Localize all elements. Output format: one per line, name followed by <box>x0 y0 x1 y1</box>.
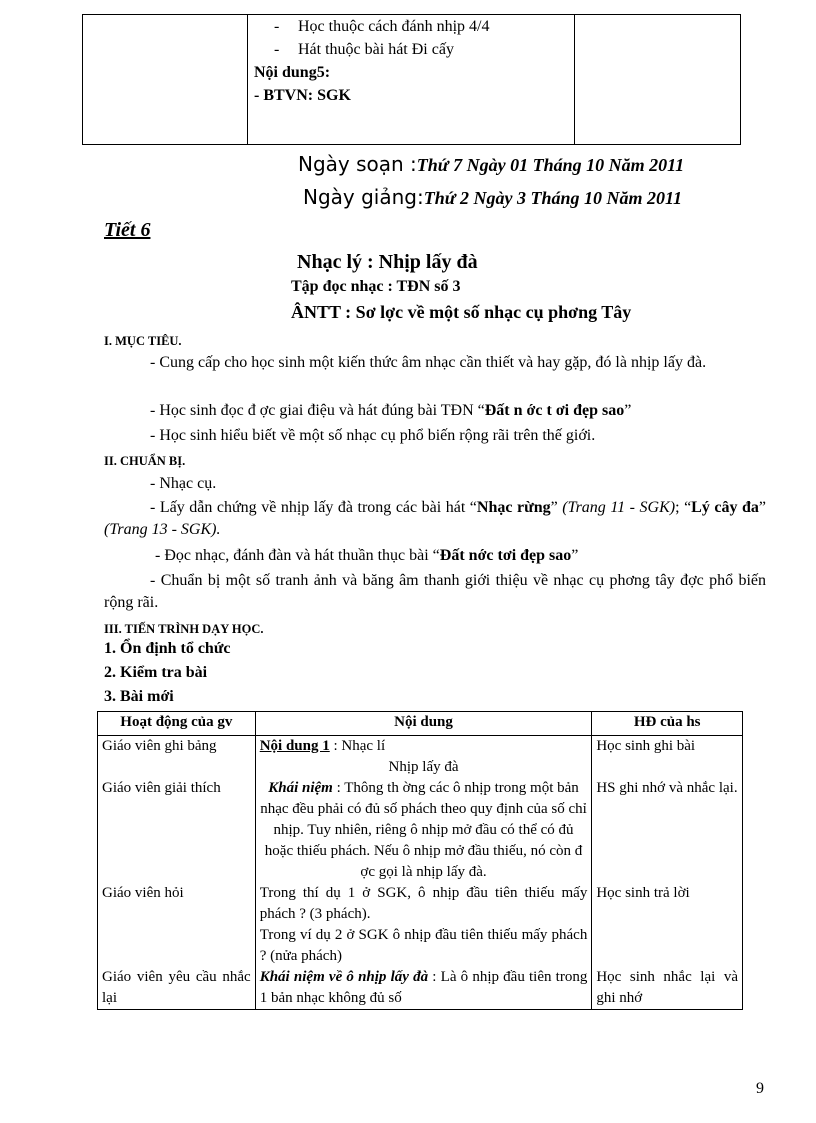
row3-content <box>255 883 592 967</box>
section-2-p2-song2: Lý cây đa <box>691 499 759 516</box>
teach-date-value: Thứ 2 Ngày 3 Tháng 10 Năm 2011 <box>423 188 683 208</box>
previous-lesson-table <box>82 14 741 145</box>
section-2-p2-mid3: ” <box>758 499 767 516</box>
top-item-1: - Học thuộc cách đánh nhịp 4/4 <box>254 15 574 38</box>
row3-teacher: Giáo viên hỏi <box>98 883 256 967</box>
prepare-date-label: Ngày soạn : <box>298 152 417 176</box>
table-header-row <box>98 712 743 736</box>
header-student: HĐ của hs <box>592 712 743 736</box>
page-number: 9 <box>756 1080 764 1097</box>
section-2-p3 <box>155 545 578 567</box>
table-row <box>98 883 743 967</box>
section-3-heading: III. TIẾN TRÌNH DẠY HỌC. <box>104 622 264 636</box>
prepare-date-line <box>298 152 684 176</box>
teach-date-line <box>303 185 682 209</box>
row4-content-text: : Là ô nhịp đầu tiên trong 1 bản nhạc không đủ số <box>259 969 588 1006</box>
lesson-subtitle: Tập đọc nhạc : TĐN số 3 <box>291 278 461 295</box>
lesson-title: Nhạc lý : Nhịp lấy đà <box>297 251 478 273</box>
lesson-activity-table <box>97 711 743 1010</box>
header-content: Nội dung <box>255 712 592 736</box>
section-2-p3-prefix: - Đọc nhạc, đánh đàn và hát thuần thục bài “ <box>155 547 440 564</box>
table-row <box>98 736 743 779</box>
row4-content <box>255 967 592 1010</box>
section-2-p2-mid2: ; “ <box>675 499 692 516</box>
section-1-p2-song: Đất n ớc t ơi đẹp sao <box>484 402 625 419</box>
section-2-p3-suffix: ” <box>571 547 579 564</box>
row2-content-text: : Thông th ờng các ô nhịp trong một bản nhạc đều phải có đủ số phách theo quy định của số chỉ nhịp. Tuy nhiên, riêng ô nhịp mở đầu có thể có đủ hoặc thiếu phách. Nếu ô nhịp mở đầu thiếu, nó còn đ ợc gọi là nhịp lấy đà. <box>260 780 587 880</box>
top-content-title: Nội dung5: <box>254 64 331 81</box>
row2-student: HS ghi nhớ và nhắc lại. <box>592 778 743 883</box>
table-row <box>98 778 743 883</box>
section-2-p2-mid1: ” <box>550 499 563 516</box>
section-2-p2 <box>104 497 766 541</box>
row1-teacher: Giáo viên ghi bảng <box>98 736 256 779</box>
prepare-date-value: Thứ 7 Ngày 01 Tháng 10 Năm 2011 <box>416 155 685 175</box>
row3-content-q1: Trong thí dụ 1 ở SGK, ô nhịp đầu tiên thiếu mấy phách ? (3 phách). <box>259 885 588 922</box>
row3-student: Học sinh trả lời <box>592 883 743 967</box>
section-1-p1: - Cung cấp cho học sinh một kiến thức âm nhạc cần thiết và hay gặp, đó là nhịp lấy đà. <box>150 354 707 371</box>
row1-student: Học sinh ghi bài <box>592 736 743 779</box>
section-2-p3-song: Đất nớc tơi đẹp sao <box>439 547 572 564</box>
lesson-subtitle-2: ÂNTT : Sơ lợc về một số nhạc cụ phơng Tây <box>291 302 632 322</box>
row1-content-text: : Nhạc lí <box>329 738 386 754</box>
row2-teacher: Giáo viên giải thích <box>98 778 256 883</box>
step-2: 2. Kiểm tra bài <box>104 664 208 681</box>
top-table-cell-activity <box>83 15 248 145</box>
row1-content-label: Nội dung 1 <box>259 738 330 754</box>
table-row <box>98 967 743 1010</box>
step-1: 1. Ổn định tổ chức <box>104 640 231 657</box>
header-teacher: Hoạt động của gv <box>98 712 256 736</box>
row1-content <box>255 736 592 779</box>
row2-content-term: Khái niệm <box>268 780 333 796</box>
top-table-cell-content <box>248 15 575 145</box>
row4-content-term: Khái niệm về ô nhịp lấy đà <box>259 969 429 985</box>
section-1-heading: I. MỤC TIÊU. <box>104 334 182 348</box>
top-item-2: - Hát thuộc bài hát Đi cấy <box>254 38 574 61</box>
lesson-period: Tiết 6 <box>104 219 151 241</box>
row1-content-line2: Nhịp lấy đà <box>388 759 459 775</box>
row4-teacher: Giáo viên yêu cầu nhắc lại <box>98 967 256 1010</box>
top-table-cell-student <box>575 15 741 145</box>
section-1-p3: - Học sinh hiểu biết về một số nhạc cụ phổ biến rộng rãi trên thế giới. <box>150 427 596 444</box>
section-2-p2-prefix: - Lấy dẫn chứng về nhịp lấy đà trong các bài hát “ <box>150 499 477 516</box>
section-1-p2-prefix: - Học sinh đọc đ ợc giai điệu và hát đúng bài TĐN “ <box>150 402 485 419</box>
section-2-p2-ref1: (Trang 11 - SGK) <box>562 499 676 516</box>
step-3: 3. Bài mới <box>104 688 174 705</box>
section-2-heading: II. CHUẨN BỊ. <box>104 454 186 468</box>
section-2-p1: - Nhạc cụ. <box>150 475 217 492</box>
row4-student: Học sinh nhắc lại và ghi nhớ <box>592 967 743 1010</box>
section-2-p2-song1: Nhạc rừng <box>476 499 551 516</box>
row2-content <box>255 778 592 883</box>
top-homework: - BTVN: SGK <box>254 87 351 104</box>
section-2-p2-ref2: (Trang 13 - SGK). <box>104 521 221 538</box>
section-2-p4: - Chuẩn bị một số tranh ảnh và băng âm thanh giới thiệu về nhạc cụ phơng tây đợc phổ biến rộng rãi. <box>104 572 766 611</box>
teach-date-label: Ngày giảng: <box>303 185 424 209</box>
row3-content-q2: Trong ví dụ 2 ở SGK ô nhịp đầu tiên thiếu mấy phách ? (nửa phách) <box>259 927 588 964</box>
section-1-p2-suffix: ” <box>624 402 632 419</box>
section-1-p2 <box>150 400 631 422</box>
